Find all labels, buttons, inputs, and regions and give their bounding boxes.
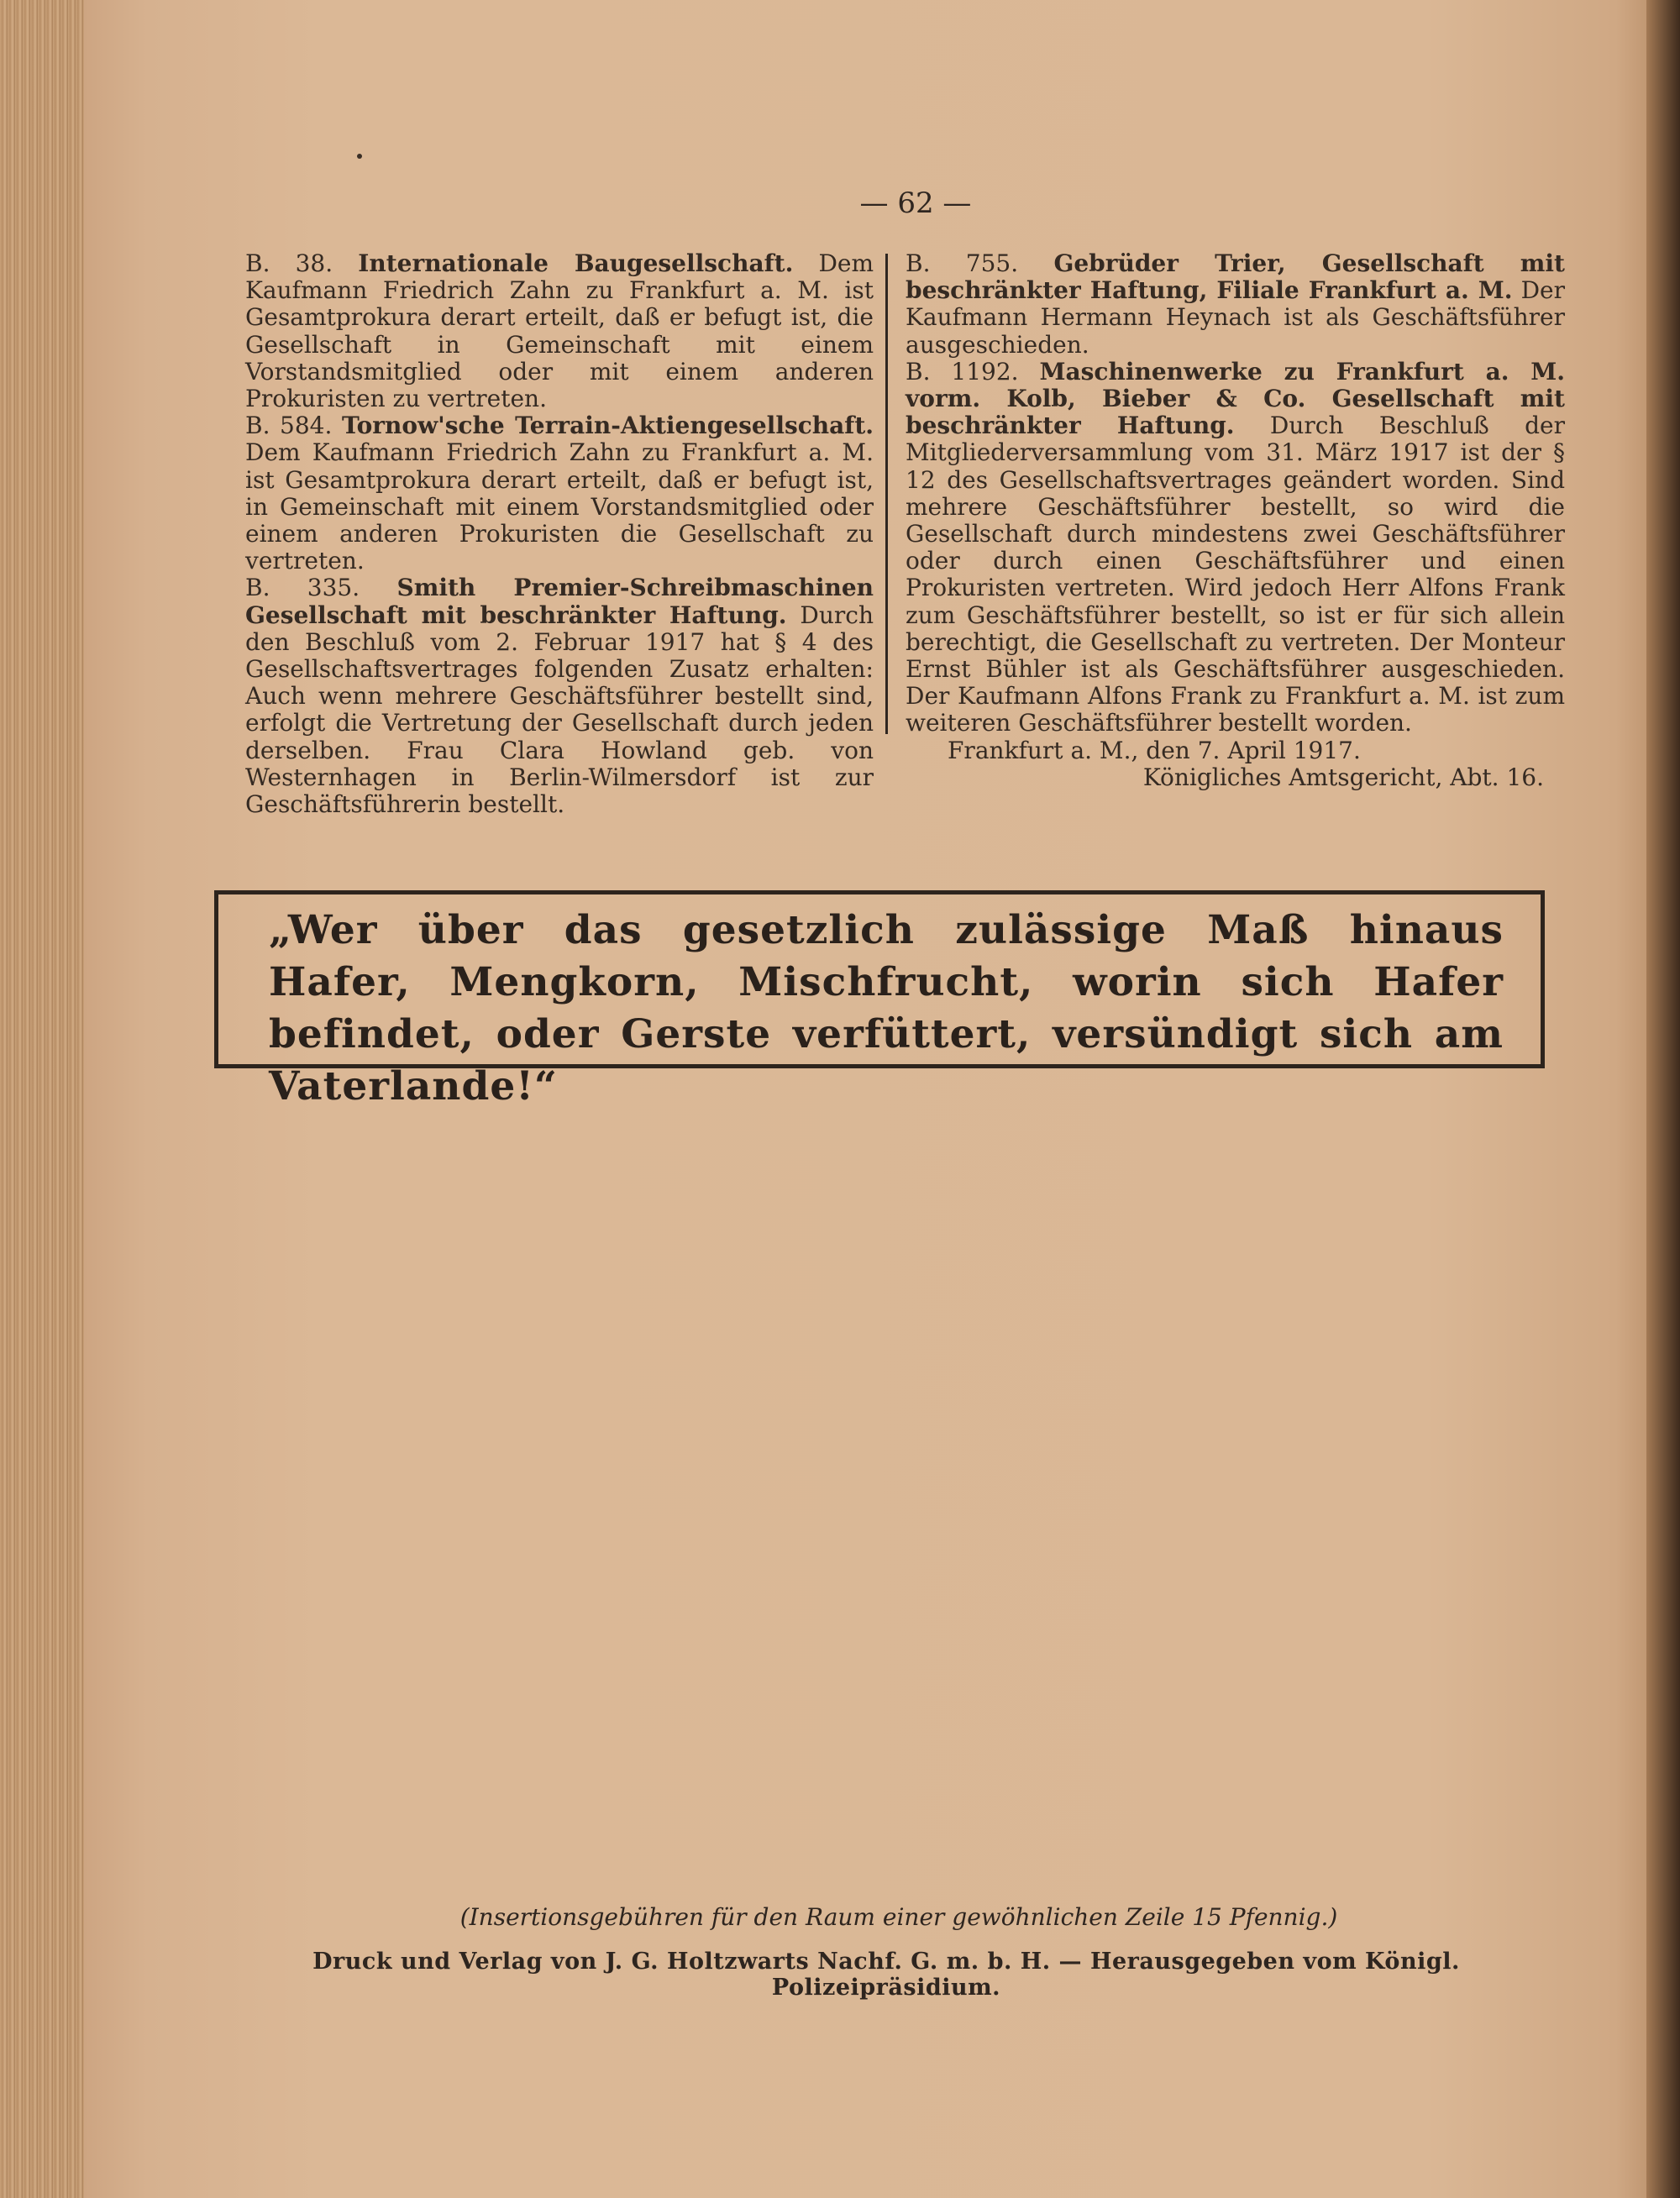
- entry-firm-name: Tornow'sche Terrain-Aktiengesellschaft.: [341, 412, 874, 440]
- entry-text: Der Kaufmann Hermann Heynach ist als Geschäftsführer ausgeschieden.: [906, 276, 1566, 359]
- printer-imprint: Druck und Verlag von J. G. Holtzwarts Nachf. G. m. b. H. — Herausgegeben vom Königl. Polizeipräsidium.: [312, 1949, 1460, 2001]
- entry-reference: B. 335.: [245, 574, 360, 602]
- register-entry-b755: [906, 250, 1565, 359]
- date-line: Frankfurt a. M., den 7. April 1917.: [948, 736, 1361, 764]
- entry-reference: B. 584.: [245, 412, 333, 440]
- entry-reference: B. 1192.: [906, 357, 1019, 386]
- book-page-edges: [0, 0, 92, 2198]
- entry-firm-name: Gebrüder Trier, Gesellschaft mit beschränkter Haftung, Filiale Frankfurt a. M.: [906, 249, 1565, 305]
- ink-speck: [357, 154, 362, 159]
- entry-firm-name: Smith Premier-Schreibmaschinen Gesellschaft mit beschränkter Haftung.: [245, 574, 874, 629]
- entry-firm-name: Maschinenwerke zu Frankfurt a. M. vorm. Kolb, Bieber & Co. Gesellschaft mit beschränkter Haftung.: [906, 357, 1565, 440]
- register-entry-b1192: [906, 359, 1565, 737]
- entry-text: Durch den Beschluß vom 2. Februar 1917 hat § 4 des Gesellschaftsvertrages folgenden Zusatz erhalten: Auch wenn mehrere Geschäftsführer bestellt sind, erfolgt die Vertretung der Gesellschaft durch jeden derselben. Frau Clara Howland geb. von Westernhagen in Berlin-Wilmersdorf ist zur Geschäftsführerin bestellt.: [245, 601, 874, 819]
- court-signature: Königliches Amtsgericht, Abt. 16.: [1142, 763, 1544, 791]
- entry-reference: B. 38.: [245, 249, 333, 277]
- column-divider: [885, 254, 888, 734]
- notice-box: [214, 890, 1545, 1109]
- entry-reference: B. 755.: [906, 249, 1019, 277]
- register-entry-b335: [245, 574, 874, 818]
- right-column: [906, 250, 1565, 791]
- entry-text: Durch Beschluß der Mitgliederversammlung vom 31. März 1917 ist der § 12 des Gesellschaftsvertrages geändert worden. Sind mehrere Geschäftsführer bestellt, so wird die Gesellschaft durch mindestens zwei Geschäftsführer oder durch einen Geschäftsführer und einen Prokuristen vertreten. Wird jedoch Herr Alfons Frank zum Geschäftsführer bestellt, so ist er für sich allein berechtigt, die Gesellschaft zu vertreten. Der Monteur Ernst Bühler ist als Geschäftsführer ausgeschieden. Der Kaufmann Alfons Frank zu Frankfurt a. M. ist zum weiteren Geschäftsführer bestellt worden.: [906, 412, 1565, 737]
- entry-text: Dem Kaufmann Friedrich Zahn zu Frankfurt a. M. ist Gesamtprokura derart erteilt, daß er befugt ist, in Gemeinschaft mit einem Vorstandsmitglied oder einem anderen Prokuristen die Gesellschaft zu vertreten.: [245, 438, 874, 575]
- notice-text: „Wer über das gesetzlich zulässige Maß hinaus Hafer, Mengkorn, Mischfrucht, worin sich Hafer befindet, oder Gerste verfüttert, versündigt sich am Vaterlande!“: [269, 907, 1504, 1109]
- register-entry-b38: [245, 250, 874, 412]
- register-entry-b584: [245, 412, 874, 574]
- page-number: — 62 —: [859, 186, 972, 220]
- entry-firm-name: Internationale Baugesellschaft.: [358, 249, 794, 277]
- book-spine-shadow: [1646, 0, 1680, 2198]
- insertion-fee-line: (Insertionsgebühren für den Raum einer gewöhnlichen Zeile 15 Pfennig.): [459, 1903, 1338, 1931]
- left-column: [245, 250, 874, 818]
- entry-text: Dem Kaufmann Friedrich Zahn zu Frankfurt a. M. ist Gesamtprokura derart erteilt, daß er befugt ist, die Gesellschaft in Gemeinschaft mit einem Vorstandsmitglied oder mit einem anderen Prokuristen zu vertreten.: [245, 249, 874, 413]
